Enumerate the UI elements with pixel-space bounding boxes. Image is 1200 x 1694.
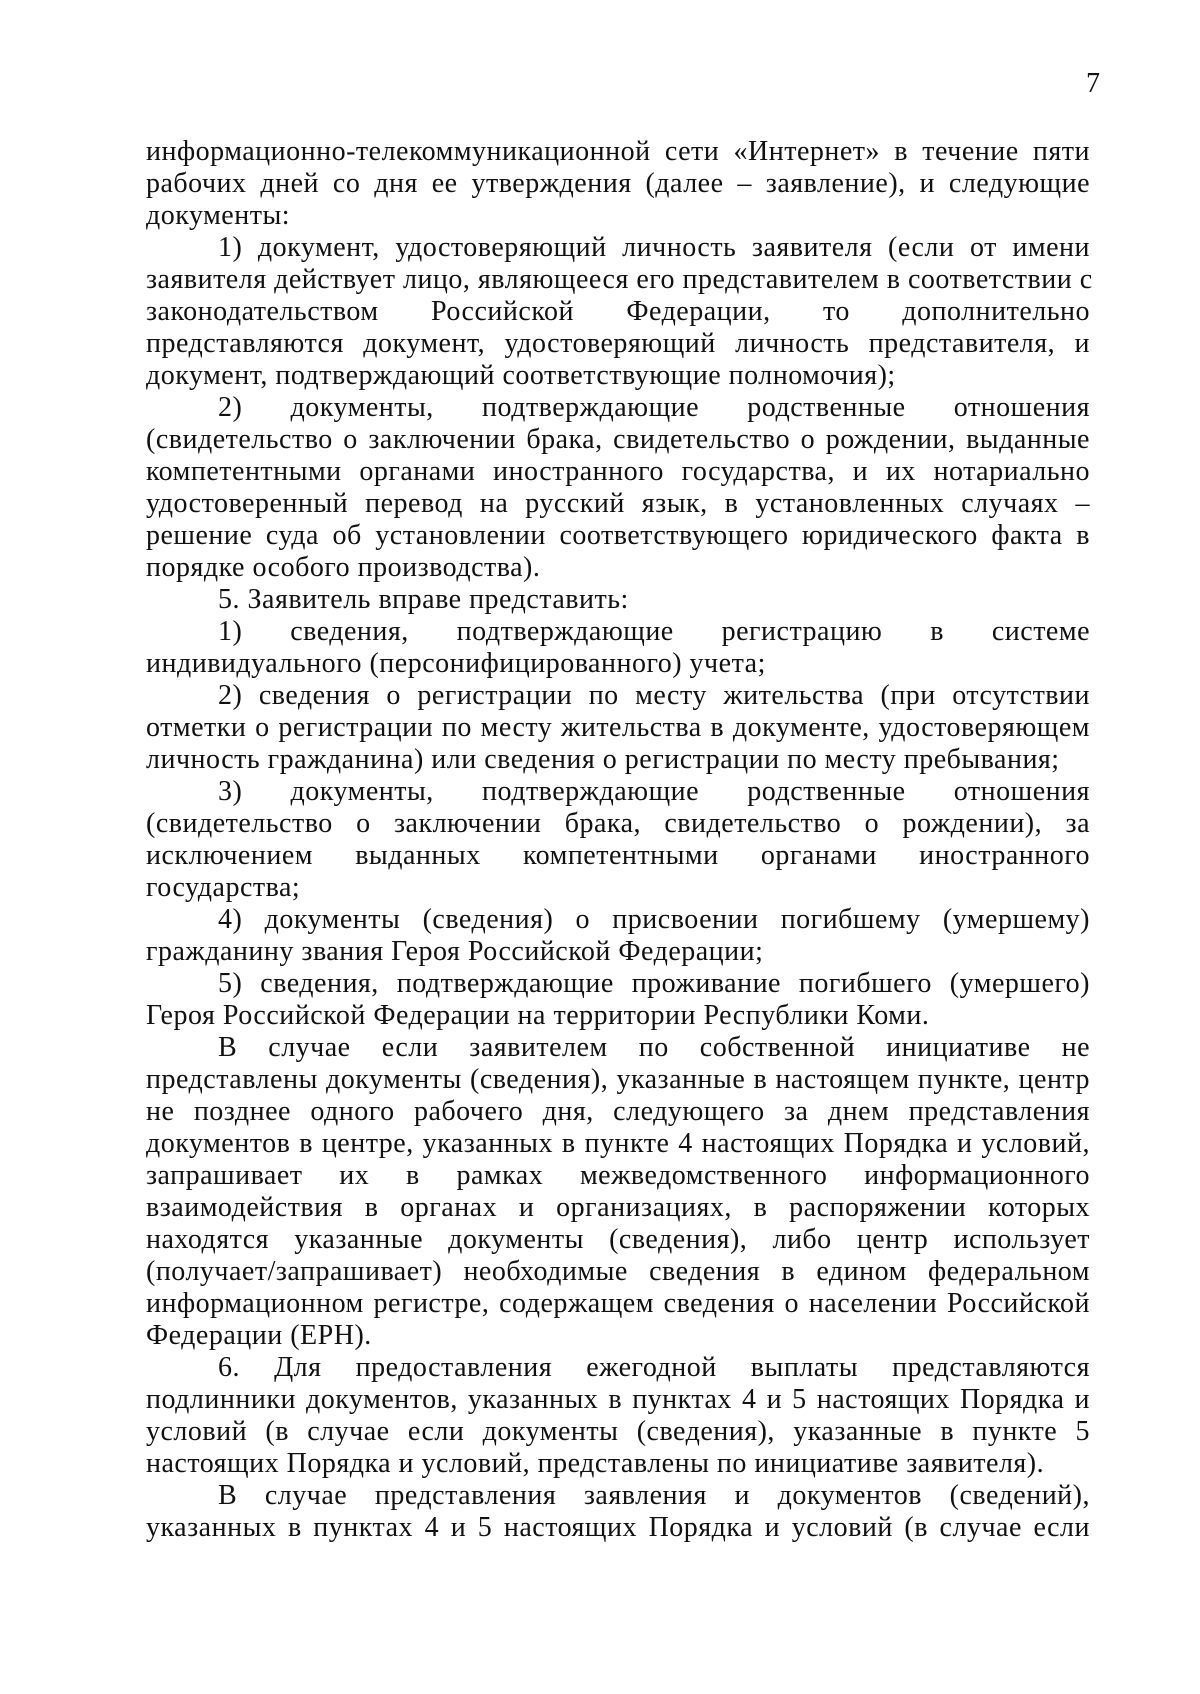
text-line: документов в центре, указанных в пункте 4 настоящих Порядка и условий, <box>146 1128 1090 1159</box>
text-line: указанных в пунктах 4 и 5 настоящих Порядка и условий (в случае если <box>146 1512 1090 1543</box>
text-line: подлинники документов, указанных в пунктах 4 и 5 настоящих Порядка и <box>146 1384 1090 1415</box>
text-line: 1) документ, удостоверяющий личность заявителя (если от имени <box>218 232 1090 263</box>
text-line: информационном регистре, содержащем сведения о населении Российской <box>146 1288 1090 1319</box>
text-line: 6. Для предоставления ежегодной выплаты представляются <box>218 1352 1090 1383</box>
text-line: рабочих дней со дня ее утверждения (далее – заявление), и следующие <box>146 168 1090 199</box>
text-line: не позднее одного рабочего дня, следующего за днем представления <box>146 1096 1090 1127</box>
text-line: компетентными органами иностранного государства, и их нотариально <box>146 456 1090 487</box>
text-line: заявителя действует лицо, являющееся его представителем в соответствии с <box>146 264 1093 295</box>
text-line: информационно-телекоммуникационной сети «Интернет» в течение пяти <box>146 136 1090 167</box>
text-line: отметки о регистрации по месту жительства в документе, удостоверяющем <box>146 712 1090 743</box>
text-line: Федерации (ЕРН). <box>146 1320 372 1351</box>
text-line: индивидуального (персонифицированного) учета; <box>146 648 766 679</box>
text-line: 5. Заявитель вправе представить: <box>218 584 629 615</box>
text-line: государства; <box>146 872 301 903</box>
text-line: 4) документы (сведения) о присвоении погибшему (умершему) <box>218 904 1090 935</box>
text-line: (получает/запрашивает) необходимые сведения в едином федеральном <box>146 1256 1090 1287</box>
text-line: представляются документ, удостоверяющий личность представителя, и <box>146 328 1090 359</box>
text-line: условий (в случае если документы (сведения), указанные в пункте 5 <box>146 1416 1090 1447</box>
text-line: настоящих Порядка и условий, представлены по инициативе заявителя). <box>146 1448 1045 1479</box>
text-line: документ, подтверждающий соответствующие полномочия); <box>146 360 896 391</box>
page-number: 7 <box>1086 68 1100 99</box>
text-line: законодательством Российской Федерации, то дополнительно <box>146 296 1090 327</box>
text-line: личность гражданина) или сведения о регистрации по месту пребывания; <box>146 744 1060 775</box>
text-line: 2) сведения о регистрации по месту жительства (при отсутствии <box>218 680 1090 711</box>
text-line: 5) сведения, подтверждающие проживание погибшего (умершего) <box>218 968 1090 999</box>
text-line: В случае если заявителем по собственной инициативе не <box>218 1032 1090 1063</box>
text-line: Героя Российской Федерации на территории Республики Коми. <box>146 1000 930 1031</box>
document-body <box>146 136 1093 1544</box>
text-line: 3) документы, подтверждающие родственные отношения <box>218 776 1090 807</box>
text-line: документы: <box>146 200 291 231</box>
text-line: взаимодействия в органах и организациях, в распоряжении которых <box>146 1192 1090 1223</box>
text-line: (свидетельство о заключении брака, свидетельство о рождении), за <box>146 808 1090 839</box>
text-line: гражданину звания Героя Российской Федерации; <box>146 936 764 967</box>
text-line: 1) сведения, подтверждающие регистрацию в системе <box>218 616 1090 647</box>
text-line: 2) документы, подтверждающие родственные отношения <box>218 392 1090 423</box>
text-line: представлены документы (сведения), указанные в настоящем пункте, центр <box>146 1064 1090 1095</box>
text-line: (свидетельство о заключении брака, свидетельство о рождении, выданные <box>146 424 1090 455</box>
text-line: решение суда об установлении соответствующего юридического факта в <box>146 520 1090 551</box>
text-line: запрашивает их в рамках межведомственного информационного <box>146 1160 1090 1191</box>
text-line: В случае представления заявления и документов (сведений), <box>218 1480 1090 1511</box>
text-line: исключением выданных компетентными органами иностранного <box>146 840 1090 871</box>
text-line: удостоверенный перевод на русский язык, в установленных случаях – <box>146 488 1090 519</box>
text-line: находятся указанные документы (сведения), либо центр использует <box>146 1224 1090 1255</box>
text-line: порядке особого производства). <box>146 552 541 583</box>
